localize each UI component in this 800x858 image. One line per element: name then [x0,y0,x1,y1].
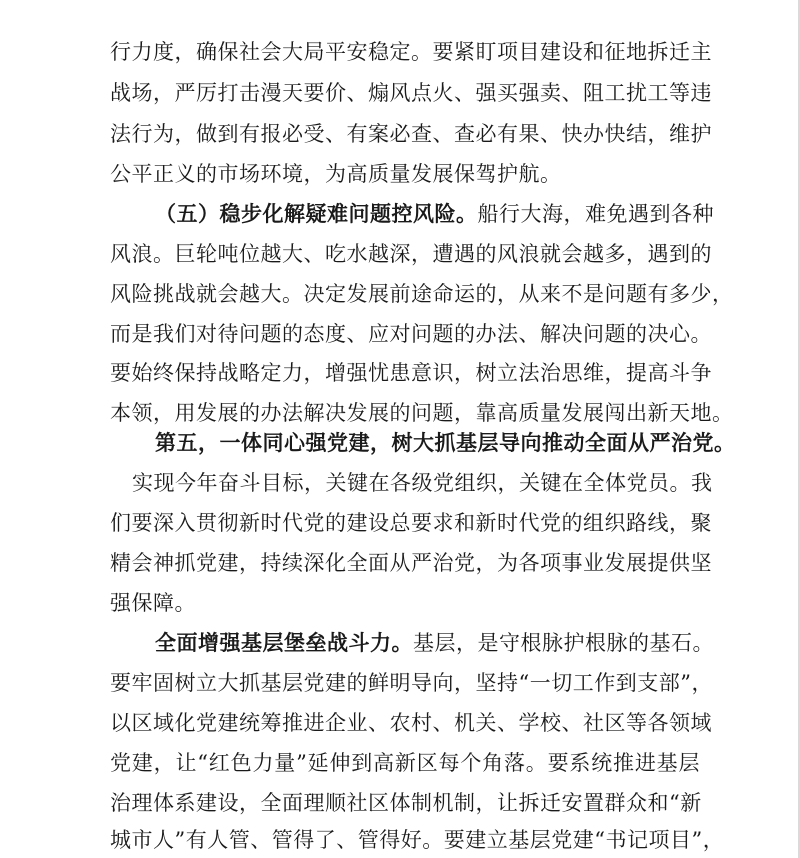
text-line: 治理体系建设，全面理顺社区体制机制，让拆迁安置群众和“新 [110,791,702,815]
text-line: 城市人”有人管、管得了、管得好。要建立基层党建“书记项目”， [110,828,725,852]
text-line: 行力度，确保社会大局平安稳定。要紧盯项目建设和征地拆迁主 [110,40,712,64]
text-run: 基层，是守根脉护根脉的基石。 [413,631,714,655]
section-paragraph-line [155,199,714,229]
text-line: 风浪。巨轮吨位越大、吃水越深，遭遇的风浪就会越多，遇到的 [110,242,712,266]
text-line: 风险挑战就会越大。决定发展前途命运的，从来不是问题有多少， [110,282,734,306]
text-line: 战场，严厉打击漫天要价、煽风点火、强买强卖、阻工扰工等违 [110,81,712,105]
text-line: 要始终保持战略定力，增强忧患意识，树立法治思维，提高斗争 [110,361,712,385]
text-line: 要牢固树立大抓基层党建的鲜明导向，坚持“一切工作到支部”， [110,671,713,695]
section-heading-five: （五）稳步化解疑难问题控风险。 [155,201,478,226]
text-line: 精会神抓党建，持续深化全面从严治党，为各项事业发展提供坚 [110,551,712,575]
text-run: 船行大海，难免遇到各种 [477,202,714,226]
chapter-heading-fifth: 第五，一体同心强党建，树大抓基层导向推动全面从严治党。 [155,431,736,455]
text-line: 公平正义的市场环境，为高质量发展保驾护航。 [110,162,562,186]
text-line: 以区域化党建统筹推进企业、农村、机关、学校、社区等各领域 [110,711,712,735]
text-line: 法行为，做到有报必受、有案必查、查必有果、快办快结，维护 [110,122,712,146]
section-paragraph-line [155,628,714,658]
text-line: 党建，让“红色力量”延伸到高新区每个角落。要系统推进基层 [110,751,700,775]
text-line: 而是我们对待问题的态度、应对问题的办法、解决问题的决心。 [110,322,712,346]
text-line: 本领，用发展的办法解决发展的问题，靠高质量发展闯出新天地。 [110,401,734,425]
text-line: 们要深入贯彻新时代党的建设总要求和新时代党的组织路线，聚 [110,511,712,535]
subsection-heading: 全面增强基层堡垒战斗力。 [155,630,413,655]
text-line: 强保障。 [110,591,196,615]
text-line: 实现今年奋斗目标，关键在各级党组织，关键在全体党员。我 [132,471,713,495]
